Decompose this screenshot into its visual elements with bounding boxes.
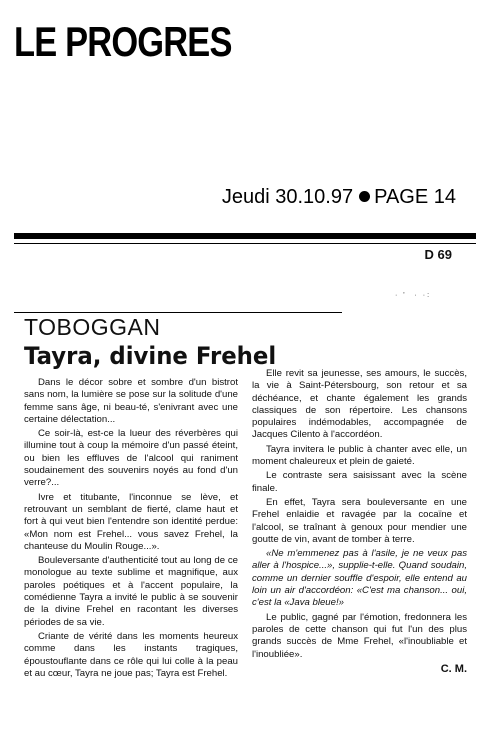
paragraph: Tayra invitera le public à chanter avec elle, un moment chaleureux et plein de gaieté. bbox=[252, 443, 467, 468]
paragraph: Dans le décor sobre et sombre d'un bistrot sans nom, la lumière se pose sur la solitude d'une femme sans âge, ni beau-té, s'enivrant avec une certaine délectation... bbox=[24, 377, 238, 425]
article-headline: Tayra, divine Frehel bbox=[24, 342, 277, 370]
paragraph: En effet, Tayra sera bouleversante en une Frehel enlaidie et ravagée par la cocaïne et l'alcool, se traînant à genoux pour mendier une goutte de vin, avant de tomber à terre. bbox=[252, 496, 467, 545]
paragraph: Le public, gagné par l'émotion, fredonnera les paroles de cette chanson qui fut l'un des plus grands succès de Mme Frehel, «l'inoubliable et l'inoubliée». bbox=[252, 611, 467, 660]
print-speckle: · ' · ·: bbox=[395, 292, 432, 299]
page-number: PAGE 14 bbox=[374, 186, 456, 208]
paragraph: Ce soir-là, est-ce la lueur des réverbères qui illumine tout à coup la mémoire d'un passé éteint, ou bien les effluves de l'alcool qui raniment soudainement des souvenirs noyés au fond d'un verre?... bbox=[24, 428, 238, 489]
article-top-rule bbox=[14, 312, 342, 313]
paragraph-quote: «Ne m'emmenez pas à l'asile, je ne veux pas aller à l'hospice...», supplie-t-elle. Quand soudain, comme un dernier souffle d'espoir, elle entend au loin un air d'accordéon: «C'est ma chanson... oui, c'est la «Java bleue!» bbox=[252, 548, 467, 609]
edition-code: D 69 bbox=[424, 247, 452, 262]
header-rule-thin bbox=[14, 243, 476, 244]
issue-date: Jeudi 30.10.97 bbox=[221, 186, 354, 208]
paragraph: Ivre et titubante, l'inconnue se lève, et retrouvant un semblant de fierté, clame haut et fort à qui veut bien l'entendre son identité perdue: «Mon nom est Frehel... vous savez Frehel, la chanteuse du Moulin Rouge...». bbox=[24, 491, 238, 552]
bullet-dot-icon bbox=[359, 191, 370, 202]
newspaper-masthead: LE PROGRES bbox=[14, 18, 232, 65]
article-column-right bbox=[252, 368, 467, 675]
header-rule-thick bbox=[14, 233, 476, 239]
article-rubric: TOBOGGAN bbox=[24, 314, 161, 340]
paragraph: Le contraste sera saisissant avec la scène finale. bbox=[252, 470, 467, 494]
paragraph: Criante de vérité dans les moments heureux comme dans les instants tragiques, époustouflante dans ce rôle qui lui colle à la peau et au cœur, Tayra ne joue pas; Tayra est Frehel. bbox=[24, 630, 238, 679]
paragraph: Bouleversante d'authenticité tout au long de ce monologue au texte sublime et magnifique, aux paroles poétiques et à l'accent populaire, la comédienne Tayra a invité le public à se souvenir de la divine Frehel en racontant les diverses périodes de sa vie. bbox=[24, 555, 238, 628]
dateline bbox=[222, 186, 456, 209]
article-column-left bbox=[24, 377, 238, 682]
paragraph: Elle revit sa jeunesse, ses amours, le succès, la vie à Saint-Pétersbourg, son retour et sa déchéance, et chante également les grands classiques de son répertoire. Les chansons populaires indémodables, accompagnée de Jacques Cilento à l'accordéon. bbox=[252, 368, 467, 441]
author-signature: C. M. bbox=[440, 662, 467, 675]
